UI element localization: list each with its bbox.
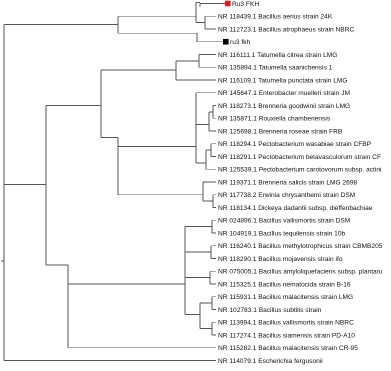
black-square-marker-icon: [223, 39, 229, 45]
leaf-label: NR 102783.1 Bacillus subtilis strain: [218, 306, 322, 314]
leaf-label: NR 116111.1 Tatumella citrea strain LMG: [218, 51, 338, 59]
leaf-label: NR 118294.1 Pectobacterium wasabiae strain CFBP: [218, 141, 372, 149]
leaf-label: NR 118134.1 Dickeya dadantii subsp. dieffenbachiae: [218, 204, 373, 212]
leaf-label: NR 024896.1 Bacillus vallismortis strain DSM: [218, 217, 351, 225]
leaf-label: NR 116240.1 Bacillus methylotrophicus strain CBMB205: [218, 243, 383, 251]
leaf-label: NR 075005.1 Bacillus amyloliquefaciens subsp. plantaru: [218, 268, 383, 276]
leaf-label: NR 118290.1 Bacillus mojavensis strain ifo: [218, 255, 343, 263]
leaf-label: NR 125698.1 Brenneria roseae strain FRB: [218, 128, 343, 136]
tree-branches: [1, 2, 225, 360]
leaf-label: Ru3 FKH: [232, 0, 260, 8]
leaf-label: NR 118291.1 Pectobacterium betavasculorum strain CF: [218, 153, 381, 161]
leaf-label: NR 119371.1 Brenneria salicis strain LMG 2698: [218, 179, 358, 187]
leaf-label: ru3 fkh: [230, 39, 251, 47]
leaf-label: NR 112723.1 Bacillus atrophaeus strain NBRC: [218, 26, 355, 34]
leaf-label: NR 117274.1 Bacillus siamensis strain PD-A10: [218, 332, 355, 340]
leaf-label: NR 116109.1 Tatumella punctata strain LMG: [218, 77, 348, 85]
leaf-label: NR 135894.1 Tatumella saanichensis 1: [218, 64, 333, 72]
leaf-label: NR 115325.1 Bacillus nematocida strain B-16: [218, 281, 351, 289]
leaf-label: NR 125539.1 Pectobacterium carotovorum subsp. actini: [218, 166, 382, 174]
leaf-label: NR 145647.1 Enterobacter muelleri strain JM: [218, 90, 350, 98]
leaf-label: NR 118439.1 Bacillus aerius strain 24K: [218, 13, 333, 21]
leaf-label: NR 114079.1 Escherichia fergusonii: [218, 357, 323, 365]
leaf-label: NR 115282.1 Bacillus malacitensis strain CR-95: [218, 345, 358, 353]
leaf-label: NR 117738.2 Erwinia chrysanthemi strain DSM: [218, 192, 356, 200]
tree-leaves: [218, 1, 383, 365]
leaf-label: NR 115931.1 Bacillus malacitensis strain LMG: [218, 294, 354, 302]
leaf-label: NR 135871.1 Rouxiella chamberiensis: [218, 115, 331, 123]
leaf-label: NR 104919.1 Bacillus tequilensis strain 10b: [218, 230, 346, 238]
leaf-label: NR 113994.1 Bacillus vallismortis strain NBRC: [218, 319, 354, 327]
leaf-label: NR 118273.1 Brenneria goodwinii strain LMG: [218, 102, 351, 110]
red-square-marker-icon: [225, 1, 231, 7]
